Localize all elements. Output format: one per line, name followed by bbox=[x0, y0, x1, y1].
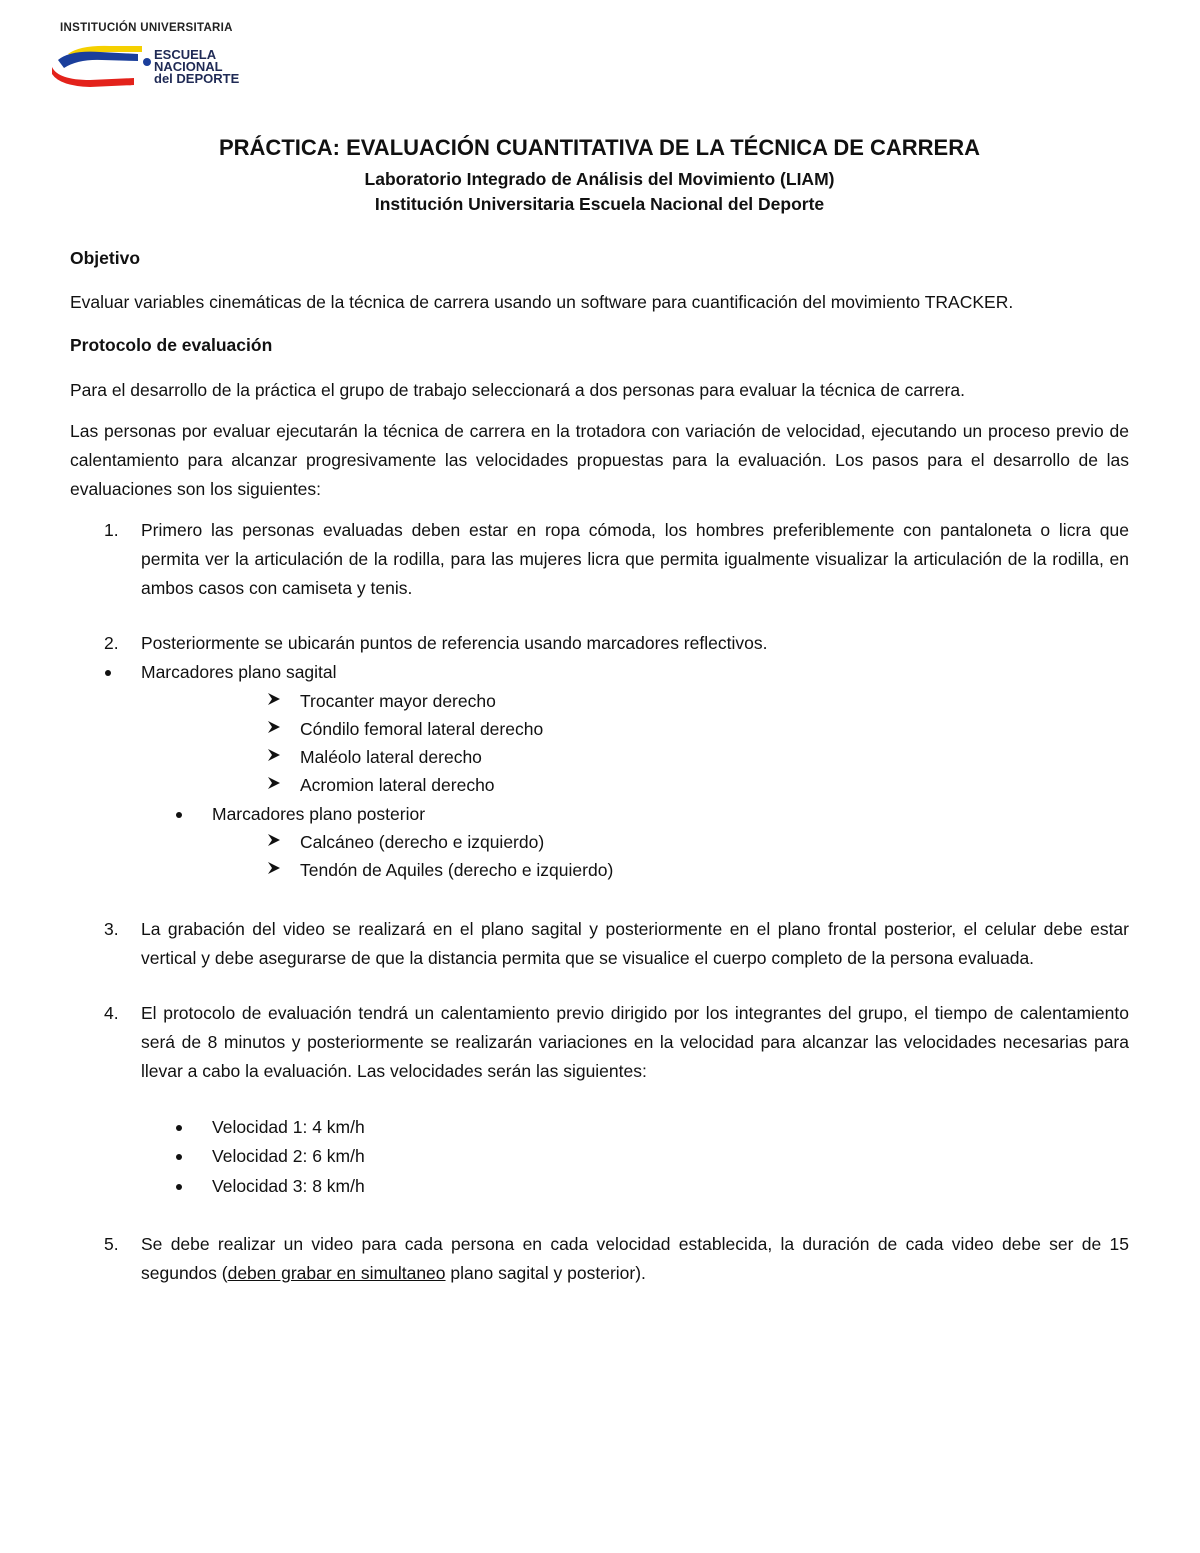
logo-line3: del DEPORTE bbox=[154, 71, 240, 86]
arrow-bullet-icon bbox=[266, 832, 282, 848]
marker-groups-2 bbox=[70, 800, 1129, 829]
marker-label: Acromion lateral derecho bbox=[300, 775, 495, 796]
list-item bbox=[300, 856, 1129, 884]
list-item bbox=[212, 1172, 1129, 1202]
logo-line2: NACIONAL bbox=[154, 59, 223, 74]
logo-name bbox=[154, 49, 239, 85]
step-text-b: plano sagital y posterior). bbox=[445, 1263, 646, 1284]
step-3 bbox=[70, 915, 1129, 973]
step-number: 3. bbox=[104, 918, 119, 939]
step-text-underlined: deben grabar en simultaneo bbox=[227, 1263, 446, 1284]
marker-label: Tendón de Aquiles (derecho e izquierdo) bbox=[300, 860, 614, 881]
marker-label: Cóndilo femoral lateral derecho bbox=[300, 718, 544, 739]
bullet-icon bbox=[176, 1184, 182, 1190]
bullet-icon bbox=[176, 1154, 182, 1160]
step-number: 2. bbox=[104, 633, 119, 653]
step-text: Primero las personas evaluadas deben estar en ropa cómoda, los hombres preferiblemente con pantaloneta o licra que permita ver la articulación de la rodilla, para las mujeres licra que permita igualmente visualizar la articulación de la rodilla, en ambos casos con camiseta y tenis. bbox=[141, 520, 1129, 598]
step-1 bbox=[70, 516, 1129, 603]
group-label: Marcadores plano sagital bbox=[141, 662, 337, 682]
list-item bbox=[212, 1142, 1129, 1172]
document-body bbox=[70, 130, 1129, 1288]
speed-list bbox=[70, 1113, 1129, 1202]
arrow-bullet-icon bbox=[266, 775, 282, 791]
logo-stripes-icon bbox=[50, 40, 160, 90]
steps-list-2 bbox=[70, 915, 1129, 1086]
list-item bbox=[300, 715, 1129, 743]
list-item bbox=[300, 687, 1129, 715]
logo-line1: ESCUELA bbox=[154, 47, 217, 62]
posterior-markers bbox=[70, 828, 1129, 885]
arrow-bullet-icon bbox=[266, 719, 282, 735]
list-item bbox=[212, 1113, 1129, 1143]
arrow-bullet-icon bbox=[266, 691, 282, 707]
step-number: 5. bbox=[104, 1234, 119, 1255]
bullet-icon bbox=[176, 812, 182, 818]
list-item bbox=[300, 828, 1129, 856]
step-text bbox=[141, 1230, 1129, 1288]
objetivo-heading: Objetivo bbox=[70, 248, 141, 268]
institution-logo bbox=[50, 20, 270, 90]
arrow-bullet-icon bbox=[266, 747, 282, 763]
bullet-icon bbox=[105, 670, 111, 676]
speed-label: Velocidad 2: 6 km/h bbox=[212, 1146, 365, 1167]
list-item bbox=[300, 743, 1129, 771]
document-title: PRÁCTICA: EVALUACIÓN CUANTITATIVA DE LA TÉCNICA DE CARRERA bbox=[218, 135, 980, 160]
arrow-bullet-icon bbox=[266, 860, 282, 876]
steps-list bbox=[70, 516, 1129, 658]
marker-groups bbox=[70, 658, 1129, 687]
speed-label: Velocidad 1: 4 km/h bbox=[212, 1116, 365, 1137]
logo-top-text: INSTITUCIÓN UNIVERSITARIA bbox=[60, 22, 233, 34]
speed-label: Velocidad 3: 8 km/h bbox=[212, 1175, 365, 1196]
list-item bbox=[300, 771, 1129, 799]
steps-list-3 bbox=[70, 1230, 1129, 1288]
subtitle-institution: Institución Universitaria Escuela Nacional del Deporte bbox=[374, 194, 825, 214]
objetivo-text: Evaluar variables cinemáticas de la técnica de carrera usando un software para cuantificación del movimiento TRACKER. bbox=[70, 292, 1014, 312]
group-label: Marcadores plano posterior bbox=[212, 803, 426, 824]
step-text: El protocolo de evaluación tendrá un calentamiento previo dirigido por los integrantes del grupo, el tiempo de calentamiento será de 8 minutos y posteriormente se realizarán variaciones en la velocidad para alcanzar las velocidades necesarias para llevar a cabo la evaluación. Las velocidades serán las siguientes: bbox=[141, 1002, 1129, 1081]
sagital-markers bbox=[70, 687, 1129, 800]
step-text: Posteriormente se ubicarán puntos de referencia usando marcadores reflectivos. bbox=[141, 633, 768, 653]
step-number: 4. bbox=[104, 1002, 119, 1023]
step-5 bbox=[70, 1230, 1129, 1288]
bullet-icon bbox=[176, 1125, 182, 1131]
step-4 bbox=[70, 999, 1129, 1086]
marker-label: Maléolo lateral derecho bbox=[300, 747, 482, 768]
marker-group-sagital bbox=[141, 658, 1129, 687]
protocolo-heading: Protocolo de evaluación bbox=[70, 335, 273, 355]
step-text-a: Se debe realizar un video para cada persona en cada velocidad establecida, la duración de cada video debe ser de 15 segundos ( bbox=[141, 1234, 1129, 1284]
subtitle-lab: Laboratorio Integrado de Análisis del Movimiento (LIAM) bbox=[364, 169, 835, 189]
protocolo-p1: Para el desarrollo de la práctica el grupo de trabajo seleccionará a dos personas para evaluar la técnica de carrera. bbox=[70, 380, 965, 400]
marker-label: Trocanter mayor derecho bbox=[300, 690, 496, 711]
marker-group-posterior bbox=[212, 800, 1129, 829]
step-2 bbox=[70, 629, 1129, 658]
step-number: 1. bbox=[104, 520, 119, 540]
marker-label: Calcáneo (derecho e izquierdo) bbox=[300, 832, 545, 853]
step-text: La grabación del video se realizará en el plano sagital y posteriormente en el plano frontal posterior, el celular debe estar vertical y debe asegurarse de que la distancia permita que se visualice el cuerpo completo de la persona evaluada. bbox=[141, 918, 1129, 968]
protocolo-p2: Las personas por evaluar ejecutarán la técnica de carrera en la trotadora con variación de velocidad, ejecutando un proceso previo de calentamiento para alcanzar progresivamente las velocidades propuestas para la evaluación. Los pasos para el desarrollo de las evaluaciones son los siguientes: bbox=[70, 421, 1129, 499]
